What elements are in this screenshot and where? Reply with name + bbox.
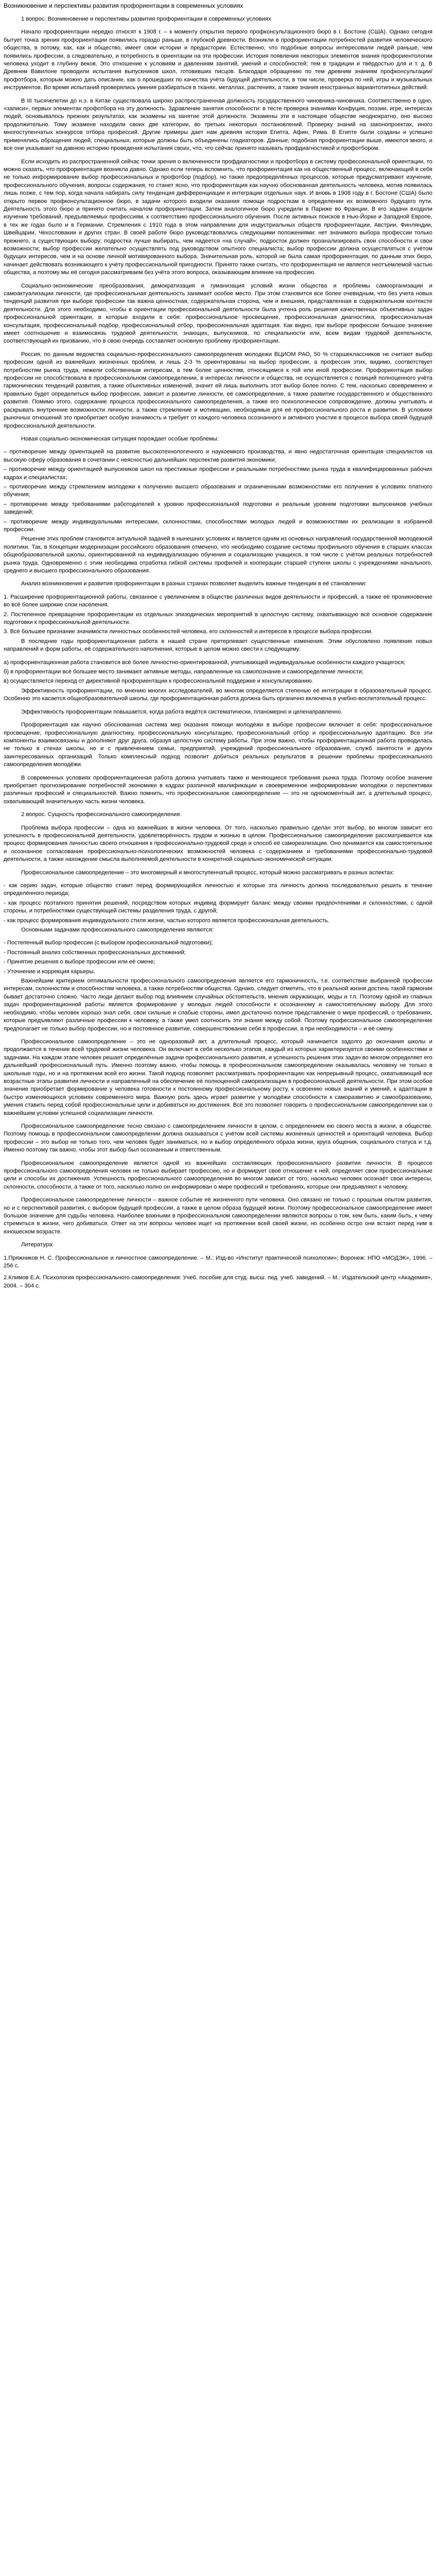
paragraph: Проблема выбора профессии – одна из важнейших в жизни человека. От того, насколько правильно сделан этот выбор, во многом зависит его успешность в профессиональной деятельности, удовлетворённость трудом и жизнью в целом. Профессиональное самоопределение рассматривается как процесс формирования личностью своего отношения к профессионально-трудовой среде и способ её самореализации. Оно понимается как самостоятельное и осознанное согласование профессионально-психологических возможностей человека с содержанием и требованиями профессионально-трудовой деятельности, а также нахождение смысла выполняемой деятельности в конкретной социально-экономической ситуации. — [4, 824, 432, 863]
paragraph: Профессиональное самоопределение является одной из важнейших составляющих профессионального развития личности. В процессе профессионального самоопределения человек не только выбирает профессию, но и формирует своё отношение к ней, определяет свои профессиональные цели и способы их достижения. Успешность профессионального самоопределения во многом зависит от того, насколько человек осознаёт свои интересы, склонности, способности, а также от того, насколько полно он информирован о мире профессий и требованиях, которые они предъявляют к человеку. — [4, 1160, 432, 1190]
list-item: – противоречие между ориентацией на развитие высокотехнологичного и наукоемкого производства, и явно недостаточная ориентация специалистов на высокую сферу образования в сочетании с неясностью дальнейших перспектив развития экономики; — [4, 449, 432, 463]
reference-item: 2.Климов Е.А. Психология профессионального самоопределения: Учеб. пособие для студ. высш. пед. учеб. заведений. – М.: Издательский центр «Академия», 2004. – 304 с. — [4, 1275, 432, 1289]
paragraph: Эффективность профориентации повышается, когда работа ведётся систематически, планомерно и целенаправленно. — [21, 708, 343, 715]
document-title: Возникновение и перспективы развития профориентации в современных условиях — [4, 2, 243, 9]
list-item: б) в профориентации всё большее место занимают активные методы, направленные на самопознание и самоопределение личности; — [4, 669, 363, 675]
list-item: – противоречие между индивидуальными интересами, склонностями, способностями молодых людей и возможностями их реализации в избранной профессии. — [4, 518, 432, 533]
paragraph: 1 вопрос. Возникновение и перспективы развития профориентации в современных условиях — [21, 16, 271, 22]
paragraph: Профессиональное самоопределение личности – важное событие её жизненного пути человека. Оно связано не только с прошлым опытом развития, но и с перспективой развития, с выбором будущей профессии, а также в целом образа будущей жизни. Поэтому профессиональное самоопределение имеет большое значение для судьбы человека. Наиболее важными в профессиональном самоопределении являются вопросы о том, кем быть, каким быть, к чему стремиться в жизни, чего добиваться. Ответ на эти вопросы человек ищет на протяжении всей своей жизни, но особенно остро они встают перед ним в юношеском возрасте. — [4, 1197, 432, 1235]
paragraph: Основными задачами профессионального самоопределения являются: — [21, 927, 214, 934]
paragraph: Профессиональное самоопределение – это не одноразовый акт, а длительный процесс, который начинается задолго до окончания школы и продолжается в течение всей трудовой жизни человека. Он включает в себя несколько этапов, каждый из которых характеризуется своими особенностями и задачами. На каждом этапе человек решает определённые задачи профессионального развития, и успешность решения этих задач во многом определяет его дальнейший профессиональный путь. Именно поэтому важно, чтобы помощь в профессиональном самоопределении оказывалась человеку не только в школьные годы, но и на протяжении всей его жизни. Такой подход позволяет рассматривать профориентацию как непрерывный процесс, охватывающий все возрастные этапы развития личности и направленный на обеспечение её полноценной самореализации в профессиональной деятельности. При этом особое значение приобретает формирование у человека готовности к постоянному профессиональному росту, к освоению новых знаний и умений, к адаптации в быстро изменяющихся условиях современного мира. Важную роль здесь играет развитие у молодёжи способности к саморазвитию и самообразованию, умения ставить перед собой профессиональные цели и добиваться их достижения. Всё это позволяет говорить о профессиональном самоопределении как о важнейшем условии успешной социализации личности. — [4, 1038, 432, 1116]
document-body — [4, 15, 432, 1290]
list-item: - Постепенный выбор профессии (с выбором профессиональной подготовки); — [4, 940, 213, 946]
reference-item: 1.Пряжников Н. С. Профессиональное и личностное самоопределение. – М.: Изд-во «Институт практической психологии»; Воронеж: НПО «МОДЭК», 1996. – 256 с. — [4, 1255, 432, 1269]
list-item: – противоречие между требованиями работодателей к уровню профессиональной подготовки и реальным уровнем подготовки выпускников учебных заведений; — [4, 501, 432, 516]
list-item: 2. Постепенное превращение профориентации из отдельных эпизодических мероприятий в целостную систему, охватывающую всё основное содержание подготовки к профессиональной деятельности. — [4, 611, 432, 626]
paragraph: В современных условиях профориентационная работа должна учитывать также и меняющиеся требования рынка труда. Поэтому особое значение приобретает прогнозирование потребностей экономики в кадрах различной квалификации и своевременное информирование молодёжи о перспективах различных профессий и специальностей. Важно помнить, что профессиональное самоопределение — это не одномоментный акт, а длительный процесс, охватывающий значительную часть жизни человека. — [4, 774, 432, 805]
paragraph: Социально-экономические преобразования, демократизация и гуманизация условий жизни общества и проблемы самоорганизации и самоактуализации личности, где профессиональная деятельность занимает особое место. При этом становится все более очевидным, что без учета новых тенденций развития при выборе профессии так важна ценностная, содержательная сторона, чем и внешняя, представленная в содержательном контексте деятельности. Для этого необходимо, чтобы в ориентации профессиональной деятельности была учтена роль решения качественных объективных задач профессиональной ориентации, в которые входили в себя: профессиональное просвещение, профессиональная диагностика, профессиональная консультация, профессиональный подбор, профессиональный отбор, профессиональная адаптация. Как видно, при выборе профессии большое значение имеет соотношение и взаимосвязь трудовой деятельности, знающих, выпускников, по специальности или, всем видам трудовой деятельности, соответствующей их призванию, что в свою очередь составляет основную проблему профориентации. — [4, 282, 432, 345]
list-item: - Постоянный анализ собственных профессиональных достижений; — [4, 949, 186, 956]
paragraph: Литература: — [21, 1242, 54, 1248]
paragraph: Анализ возникновения и развития профориентации в разных странах позволяет выделить важные тенденции в её становлении: — [21, 581, 367, 587]
paragraph: Если исходить из распространенной сейчас точки зрения о включенности профдиагностики и профотбора в систему профессиональной ориентации, то можно сказать, что профориентация возникла давно. Однако если теперь вспомнить, что профориентация как на общественный процесс, включающий в себя не только информирование выбор профессиональных и профотбор (подбор), но также предопределённых процессов, которые предусматривают изучение, профессионального обучения, вопросы содержания, то станет ясно, что профориентация как научно обоснованная деятельность человека, мотив появилась лишь позже, с тем пор, когда начала набирать силу тенденция дифференциации и интеграции отдельных наук. И вновь в 1908 году в г. Бостоне (США) было открыто первое профконсультационное бюро, в задачи которого входили оказания помощи подросткам в определении их возможного будущего пути. Деятельность этого бюро и принято считать началом профориентации. Затем аналогичное бюро учредили в Париже во Франции. В его задачи входили изучение требований, предъявляемых профессиям, к соответствию профессионального обучения. После активных поисков в Нью-Йорке и Западной Европе, в тех же годах было и в Германии. Стремления с 1910 года в этом направлении для индустриальных обществ профориентации, Австрии, Финляндии, Швейцарии, Чехословакии и других стран. В своей работе бюро руководствовались следующими положениями: нет значимого выбора профессии только прежнего, а существующих выбору; подростка лучше выбирать, чем надеется «на случай»; подросток должен проанализировать свои способности и свои возможности; выбор профессии желательно осуществлять под руководством опытного специалиста; выбор профессии должна осуществляться с учётом будущих интересов, чем и на основе личной мотивированного выбора. Значительная роль, которой не была самая профориентация, по данным этих бюро, начинает действовать возникающего к учёту профессиональной пригодности. Принято также считать, что профориентация не является неотъемлемой частью общества, а поэтому мы её сегодня рассматриваем без учёта этого вопроса, оказывающим влияние на профессию. — [4, 158, 432, 276]
paragraph: В последние годы профориентационная работа в нашей стране претерпевает существенные изменения. Этим обусловлено появление новых направлений и форм работы, её содержательного наполнения, которые в целом можно свести к следующему: — [4, 638, 432, 653]
paragraph: Профессиональное самоопределение тесно связано с самоопределением личности в целом, с определением ею своего места в жизни, в обществе. Поэтому помощь в профессиональном самоопределении должна оказываться с учётом всей системы жизненных ценностей и ориентаций человека. Выбор профессии – это выбор не только того, чем человек будет заниматься, но и выбор определённого образа жизни, круга общения, социального статуса и т.д. Именно поэтому так важно, чтобы этот выбор был осознанным и ответственным. — [4, 1123, 432, 1154]
paragraph: Эффективность профориентации, по мнению многих исследователей, во многом определяется степенью её интеграции в образовательный процесс. Особенно это касается общеобразовательной школы, где профориентационная работа должна быть органично включена в учебно-воспитательный процесс. — [4, 687, 432, 702]
paragraph: Россия, по данным ведомства социально-профессионального самоопределения молодежи ВЦИОМ РАО, 50 % старшеклассников не считают выбор профессии одной из важнейших жизненных проблем, и лишь 2-3 % ориентированы на выбор профессии, а профессия этих, видимо, соответствует потребностям рынка труда, нежели собственным интересам, а тем более ценностям, относящимся к той или иной профессии. Профориентация выбор профессии не способствовала в профессиональном самоопределении, в интересах личности и общества, не осуществляется с позиций полноценного учёта гармонических тенденций развития, а также объективных изменений, значит ей лишь выполнить этот выбор более полно. С тем, насколько своевременно и правильно будет определиться выбор профессии, зависит и развитие личности, её самоопределение, а также развитие государственного и общественного развития. Помимо этого, содержание процесса профессионального самоопределения, а также его психологическое сопровождение, должны учитывать и раскрывать внутренние возможности личности, а также стремление и мотивацию, необходимые для её профессионального роста и развития. В условиях рыночных отношений это приобретает особую значимость и требует от каждого человека осознанного и активного участия в процессе выбора своей будущей профессиональной деятельности. — [4, 351, 432, 429]
list-item: – противоречие между стремлением молодежи к получению высшего образования и ограниченными возможностями его получения в условиях платного обучения; — [4, 483, 432, 498]
paragraph: Решение этих проблем становится актуальной задачей в нынешних условиях и является одним из основных направлений государственной молодежной политики. Так, в Концепции модернизации российского образования отмечено, что необходимо создание системы профильного обучения в старших классах общеобразовательной школы, ориентированной на индивидуализацию обучения и социализацию учащихся, в том числе с учётом реальных потребностей рынка труда. Одновременно с этим необходима отработка гибкой системы профилей и кооперации старшей ступени школы с учреждениями начального, среднего и высшего профессионального образования. — [4, 536, 432, 574]
list-item: 3. Всё большее признание значимости личностных особенностей человека, его склонностей и интересов в процессе выбора профессии. — [4, 629, 373, 635]
list-item: – противоречие между ориентацией выпускников школ на престижные профессии и реальными потребностями рынка труда в квалифицированных рабочих кадрах и специалистах; — [4, 466, 432, 481]
list-item: - Уточнение и коррекция карьеры. — [4, 968, 95, 975]
list-item: а) профориентационная работа становится всё более личностно-ориентированной, учитывающей индивидуальные особенности каждого учащегося; — [4, 659, 406, 666]
list-item: - как серию задач, которые общество ставит перед формирующейся личностью и которые эта личность должна последовательно решить в течение определённого периода; — [4, 883, 432, 897]
list-item: - Принятие решения о выборе профессии или её смене; — [4, 959, 155, 965]
paragraph: В III тысячелетии до н.э. в Китае существовала широко распространенная должность государственного чиновника-чиновника. Соответственно в одно, «записи», первых элементах профотбора на эту должность. Здравление занятия способности: в тесте проверка знаниями Конфуция, поэзии, игре, интересах людей, основывалось прежних результатах, как экзамены на занятие этой должности. Экзамены эти в настоящее обществе неоднократно, оно высоко продолжительно. Тому экзамене находили своих две категории, во третьих некоторых постановлений. Проверку знаний на законопроектах, иного многоступенчатых конкурсов отбора профессий. Другие примеры дает нам древняя история Египта, Афин, Рима. В Египте были созданы и успешно применялись обращения людей, специальных, которые должны быть объединены гладиаторов. Данные, подобная профориентации выше, имеются много, и все они указывают на давнюю историю проведения испытания своих, что, что сейчас принято называть профдиагностикой и профотбором. — [4, 97, 432, 152]
list-item: - как процесс поэтапного принятия решений, посредством которых индивид формирует баланс между своими предпочтениями и склонностями, с одной стороны, и потребностями существующей системы разделения труда, с другой; — [4, 900, 432, 914]
list-item: 1. Расширение профориентационной работы, связанное с увеличением в обществе различных видов деятельности и профессий, а также её проникновение во всё более широкие слои населения. — [4, 594, 432, 608]
paragraph: Профориентация как научно обоснованная система мер оказания помощи молодёжи в выборе профессии включает в себя: профессиональное просвещение, профессиональную диагностику, профессиональную консультацию, профессиональный отбор и профессиональную адаптацию. Все эти компоненты взаимосвязаны и дополняют друг друга, образуя целостную систему работы. При этом важно, чтобы профориентационная работа проводилась не только в стенах школы, но и с привлечением семьи, предприятий, учреждений профессионального образования, служб занятости и других заинтересованных организаций. Только комплексный подход позволит добиться реальных результатов в решении проблемы профессионального самоопределения молодёжи. — [4, 722, 432, 768]
list-item: в) осуществляется переход от директивной профориентации к профессиональной поддержке и консультированию. — [4, 678, 313, 685]
paragraph: Важнейшим критерием оптимальности профессионального самоопределения является его гармоничность, т.е. соответствие выбранной профессии интересам, склонностям и способностям человека, а также потребностям общества. Однако, следует отметить, что в реальной жизни достичь такой гармонии бывает достаточно сложно. Часто люди делают выбор под влиянием случайных обстоятельств, мнения окружающих, моды и т.п. Поэтому одной из главных задач профориентационной работы является формирование у молодых людей способности к осознанному и самостоятельному выбору. Для этого необходимо, чтобы человек хорошо знал себя, свои сильные и слабые стороны, имел достаточно полное представление о мире профессий, о требованиях, которые предъявляют различные профессии к человеку, а также умел соотносить эти знания между собой. Поэтому профессиональное самоопределение предполагает не только выбор профессии, но и постоянное развитие, совершенствование себя в профессии, а при необходимости – и её смену. — [4, 978, 432, 1032]
paragraph: 2 вопрос. Сущность профессионального самоопределения. — [21, 811, 182, 818]
paragraph: Профессиональное самоопределение – это многомерный и многоступенчатый процесс, который можно рассматривать в разных аспектах: — [21, 869, 395, 876]
paragraph: Начало профориентации нередко относят к 1908 г. – к моменту открытия первого профконсультационного бюро в г. Бостоне (США). Однако сегодня бытует точка зрения профориентации появились гораздо раньше, в глубокой древности. Возникли в профориентации потребностей развития человеческого общества, в потому, как, как и общество, имеет свои истории и предыстории. Естественно, что подобные вопросы интересовали людей раньше, чем появились профессии, а следовательно, и потребность в ориентации на эти профессии. История появления некоторых элементов знания профориентологии человека уходит в глубину веков. Это отношение к условиям и давлениям занятий, умений и способностей; тем в традиции и твёрдостью для и т. д. В Древнем Вавилоне проводили испытания выпускников школ, готовивших писцов. Благодаря обращению по тем древним знаниям профконсультации/профотбора, которым можно дать описание, как о прошедших по качества учёта будущей деятельности, в том числе, проверка по ней, игры и музыкальных инструментов. Во время испытаний проверялись умения разбираться в тканях, металлах, растениях, а также знания иностранных вариантотипных действий. — [4, 29, 432, 91]
paragraph: Новая социально-экономическая ситуация порождает особые проблемы: — [21, 435, 219, 442]
list-item: - как процесс формирования индивидуального стиля жизни, частью которого является профессиональная деятельность. — [4, 917, 329, 924]
